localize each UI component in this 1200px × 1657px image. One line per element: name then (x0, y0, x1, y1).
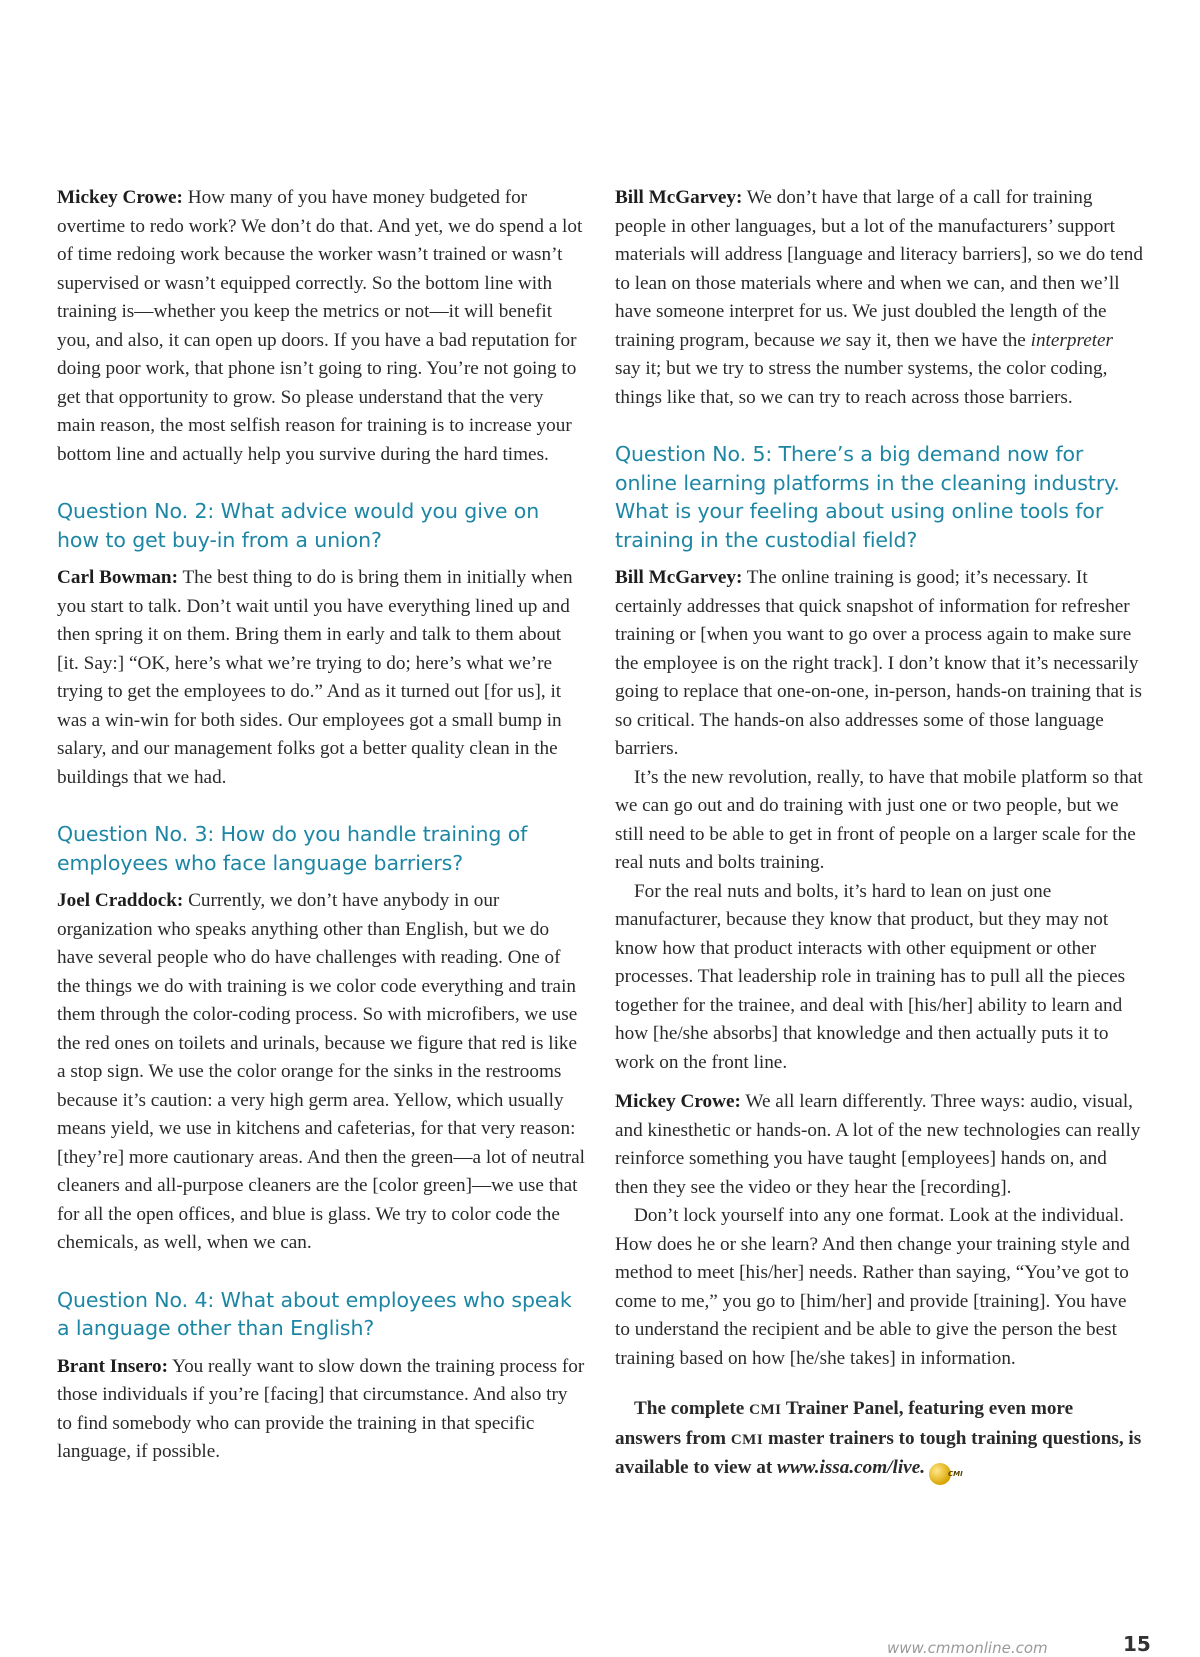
speaker-name: Bill McGarvey: (615, 567, 743, 588)
closing-text: The complete (634, 1398, 745, 1419)
answer-mickey-crowe-1 (57, 184, 585, 469)
answer-text: Currently, we don’t have anybody in our organization who speaks anything other than English, but we do have several people who do have challenges with reading. One of the things we do with training is we color code everything and train them through the color-coding process. So with microfibers, we use the red ones on toilets and urinals, because we figure that red is like a stop sign. We use the color orange for the sinks in the restrooms because it’s caution: a very high germ area. Yellow, which usually means yield, we use in kitchens and cafeterias, for that very reason: [they’re] more cautionary areas. And then the green—a lot of neutral cleaners and all-purpose cleaners are the [color green]—we use that for all the open offices, and blue is glass. We try to color code the chemicals, as well, when we can. (57, 890, 585, 1253)
emphasis-interpreter: interpreter (1030, 329, 1114, 351)
answer-joel-craddock (57, 887, 585, 1258)
answer-carl-bowman (57, 564, 585, 792)
cmi-acronym: CMI (749, 1402, 782, 1418)
closing-text: Trainer Panel, featuring even more answers from (615, 1398, 1074, 1449)
answer-text: How many of you have money budgeted for overtime to redo work? We don’t do that. And yet, we do spend a lot of time redoing work because the worker wasn’t trained or wasn’t supervised or wasn’t equipped correctly. So the bottom line with training is—whether you keep the metrics or not—it will benefit you, and also, it can open up doors. If you have a bad reputation for doing poor work, that phone isn’t going to ring. You’re not going to get that opportunity to grow. So please understand that the very main reason, the most selfish reason for training is to increase your bottom line and actually help you survive during the hard times. (57, 187, 583, 465)
closing-note (615, 1395, 1143, 1485)
answer-paragraph: For the real nuts and bolts, it’s hard to lean on just one manufacturer, because they know that product, but they may not know how that product interacts with other equipment or other processes. That leadership role in training has to pull all the pieces together for the trainee, and deal with [his/her] ability to learn and how [he/she absorbs] that knowledge and then actually puts it to work on the front line. (615, 880, 1126, 1073)
speaker-name: Brant Insero: (57, 1355, 169, 1377)
question-3-heading: Question No. 3: How do you handle training of employees who face language barriers? (57, 822, 528, 875)
speaker-name: Mickey Crowe: (57, 187, 183, 208)
emphasis-we: we (819, 329, 841, 351)
answer-paragraph: Don’t lock yourself into any one format. Look at the individual. How does he or she learn? And then change your training style and method to meet [his/her] needs. Rather than saying, “You’ve got to come to me,” you go to [him/her] and provide [training]. You have to understand the recipient and be able to give the person the best training based on how [he/she takes] in information. (615, 1205, 1130, 1369)
question-5-heading: Question No. 5: There’s a big demand now for online learning platforms in the cleaning industry. What is your feeling about using online tools for training in the custodial field? (615, 442, 1120, 552)
right-column (615, 184, 1143, 1485)
answer-text: say it; but we try to stress the number systems, the color coding, things like that, so we can try to reach across those barriers. (615, 358, 1108, 408)
speaker-name: Mickey Crowe: (615, 1091, 741, 1112)
left-column (57, 184, 585, 1467)
cmi-acronym: CMI (730, 1431, 764, 1448)
speaker-name: Bill McGarvey: (615, 187, 743, 208)
answer-text: You really want to slow down the training process for those individuals if you’re [facing] that circumstance. And also try to find somebody who can provide the training in that specific language, if possible. (57, 1355, 585, 1462)
question-2-heading: Question No. 2: What advice would you give on how to get buy-in from a union? (57, 499, 540, 552)
answer-text: say it, then we have the (845, 329, 1026, 351)
footer-url: www.cmmonline.com (887, 1639, 1048, 1657)
cmi-end-logo-icon: CMI (929, 1463, 951, 1485)
answer-bill-mcgarvey-2 (615, 564, 1143, 764)
answer-text: We all learn differently. Three ways: audio, visual, and kinesthetic or hands-on. A lot of the new technologies can really reinforce something you have taught [employees] hands on, and then they see the video or they hear the [recording]. (615, 1091, 1141, 1198)
answer-bill-mcgarvey-1 (615, 184, 1143, 412)
closing-text: master trainers to tough training questions, is available to view at (615, 1427, 1142, 1478)
answer-mickey-crowe-2 (615, 1088, 1143, 1202)
answer-paragraph: It’s the new revolution, really, to have that mobile platform so that we can go out and do training with just one or two people, but we still need to be able to get in front of people on a larger scale for the real nuts and bolts training. (615, 766, 1143, 873)
speaker-name: Carl Bowman: (57, 567, 178, 588)
answer-text: The online training is good; it’s necessary. It certainly addresses that quick snapshot of information for refresher training or [when you want to go over a process again to make sure the employee is on the right track]. I don’t know that it’s necessarily going to replace that one-on-one, in-person, hands-on training that is so critical. The hands-on also addresses some of those language barriers. (615, 567, 1142, 759)
speaker-name: Joel Craddock: (57, 890, 184, 911)
page-number: 15 (1123, 1632, 1151, 1656)
answer-text: We don’t have that large of a call for training people in other languages, but a lot of the manufacturers’ support materials will address [language and literacy barriers], so we do tend to lean on those materials where and when we can, and then we’ll have someone interpret for us. We just doubled the length of the training program, because (615, 187, 1143, 351)
question-4-heading: Question No. 4: What about employees who speak a language other than English? (57, 1287, 572, 1340)
issa-live-link[interactable]: www.issa.com/live. (777, 1457, 926, 1478)
answer-text: The best thing to do is bring them in initially when you start to talk. Don’t wait until you have everything lined up and then spring it on them. Bring them in early and talk to them about [it. Say:] “OK, here’s what we’re trying to do; here’s what we’re trying to get the employees to do.” And as it turned out [for us], it was a win-win for both sides. Our employees got a small bump in salary, and our management folks got a better quality clean in the buildings that we had. (57, 567, 573, 788)
answer-brant-insero (57, 1353, 585, 1467)
